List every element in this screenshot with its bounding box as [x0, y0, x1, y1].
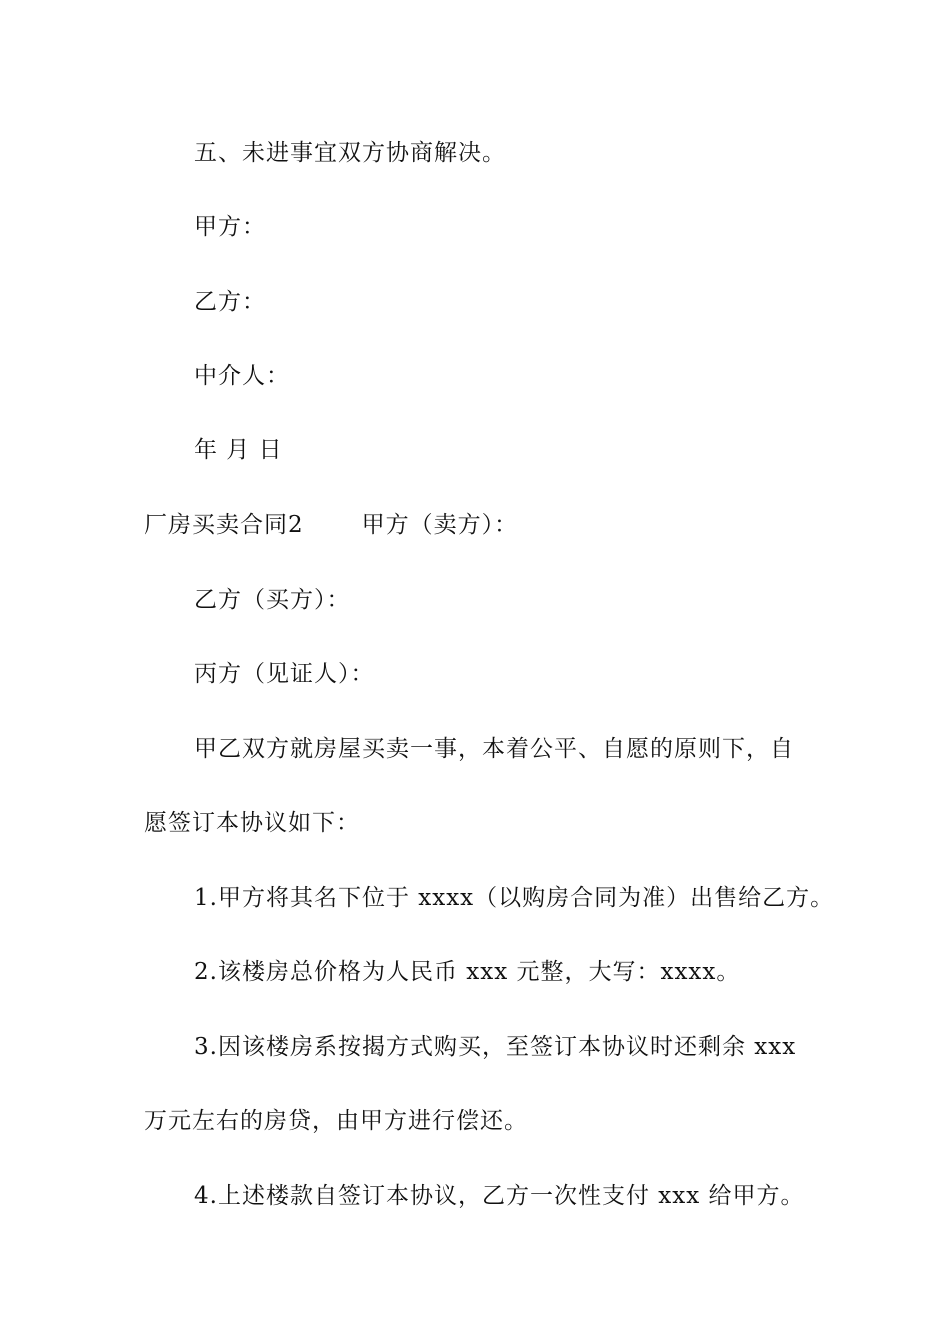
- buyer-line: 乙方（买方）：: [194, 587, 351, 613]
- item-1: 1.甲方将其名下位于 xxxx（以购房合同为准）出售给乙方。: [194, 885, 835, 911]
- seller-line: 甲方（卖方）：: [361, 512, 519, 538]
- contract-heading-line: [0, 510, 950, 540]
- party-b-signature-line: 乙方：: [194, 289, 266, 315]
- intro-paragraph-line-2: 愿签订本协议如下：: [144, 810, 360, 836]
- item-2: 2.该楼房总价格为人民币 xxx 元整，大写：xxxx。: [194, 959, 741, 985]
- item-4: 4.上述楼款自签订本协议，乙方一次性支付 xxx 给甲方。: [194, 1183, 805, 1209]
- intro-paragraph-line-1: 甲乙双方就房屋买卖一事，本着公平、自愿的原则下，自: [194, 736, 794, 762]
- witness-line: 丙方（见证人）：: [194, 661, 375, 687]
- item-3-line-2: 万元左右的房贷，由甲方进行偿还。: [144, 1108, 528, 1134]
- agent-signature-line: 中介人：: [194, 363, 290, 389]
- item-3-line-1: 3.因该楼房系按揭方式购买，至签订本协议时还剩余 xxx: [194, 1034, 797, 1060]
- contract-title: 厂房买卖合同2: [144, 512, 304, 538]
- clause-5: 五、未进事宜双方协商解决。: [194, 140, 506, 166]
- party-a-signature-line: 甲方：: [194, 214, 266, 240]
- date-line: 年 月 日: [194, 437, 283, 463]
